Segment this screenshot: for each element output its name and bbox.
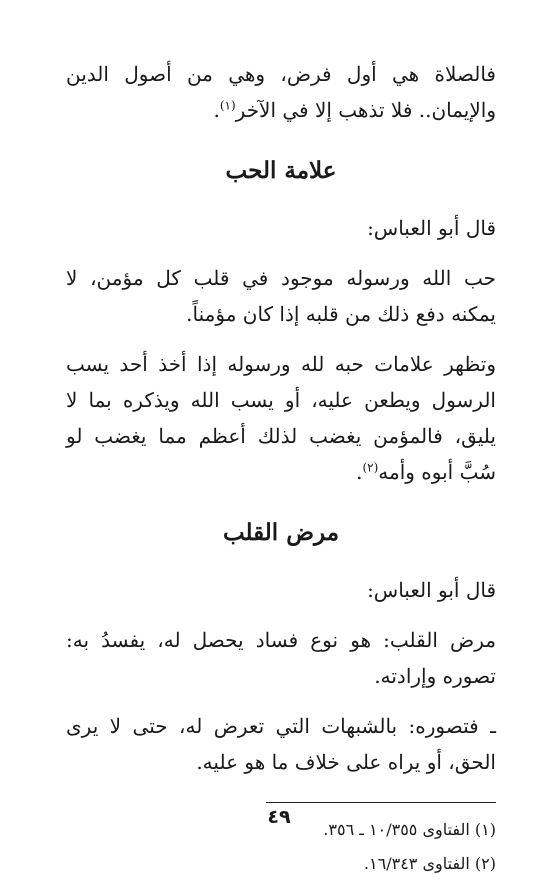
section2-paragraph-2: ـ فتصوره: بالشبهات التي تعرض له، حتى لا يرى الحق، أو يراه على خلاف ما هو عليه. <box>66 714 496 774</box>
page-number: ٤٩ <box>267 806 291 828</box>
section1-attribution: قال أبو العباس: <box>367 216 496 240</box>
intro-end: . <box>213 98 220 122</box>
intro-text: فالصلاة هي أول فرض، وهي من أصول الدين والإيمان.. فلا تذهب إلا في الآخر <box>66 62 496 122</box>
footnote-divider <box>266 802 496 803</box>
section2-attribution: قال أبو العباس: <box>367 578 496 602</box>
section2-paragraph-1: مرض القلب: هو نوع فساد يحصل له، يفسدُ به: تصوره وإرادته. <box>66 628 496 688</box>
section1-paragraph-1: حب الله ورسوله موجود في قلب كل مؤمن، لا يمكنه دفع ذلك من قلبه إذا كان مؤمناً. <box>66 266 496 326</box>
section-heading-heart-disease: مرض القلب <box>222 519 340 546</box>
footnote-2: (٢) الفتاوى ١٦/٣٤٣. <box>363 854 496 873</box>
section-heading-love-sign: علامة الحب <box>225 157 337 184</box>
intro-footnote-ref: (١) <box>219 98 236 113</box>
footnote-1: (١) الفتاوى ١٠/٣٥٥ ـ ٣٥٦. <box>323 820 496 839</box>
section1-paragraph-2-text: وتظهر علامات حبه لله ورسوله إذا أخذ أحد يسب الرسول ويطعن عليه، أو يسب الله ويذكره بما لا يليق، فالمؤمن يغضب لذلك أعظم مما يغضب لو سُبَّ أبوه وأمه <box>66 352 496 484</box>
section1-footnote-ref: (٢) <box>362 460 379 475</box>
intro-paragraph <box>66 56 496 128</box>
section1-paragraph-2 <box>66 346 496 490</box>
page-body <box>66 56 496 881</box>
section1-paragraph-2-end: . <box>356 460 363 484</box>
